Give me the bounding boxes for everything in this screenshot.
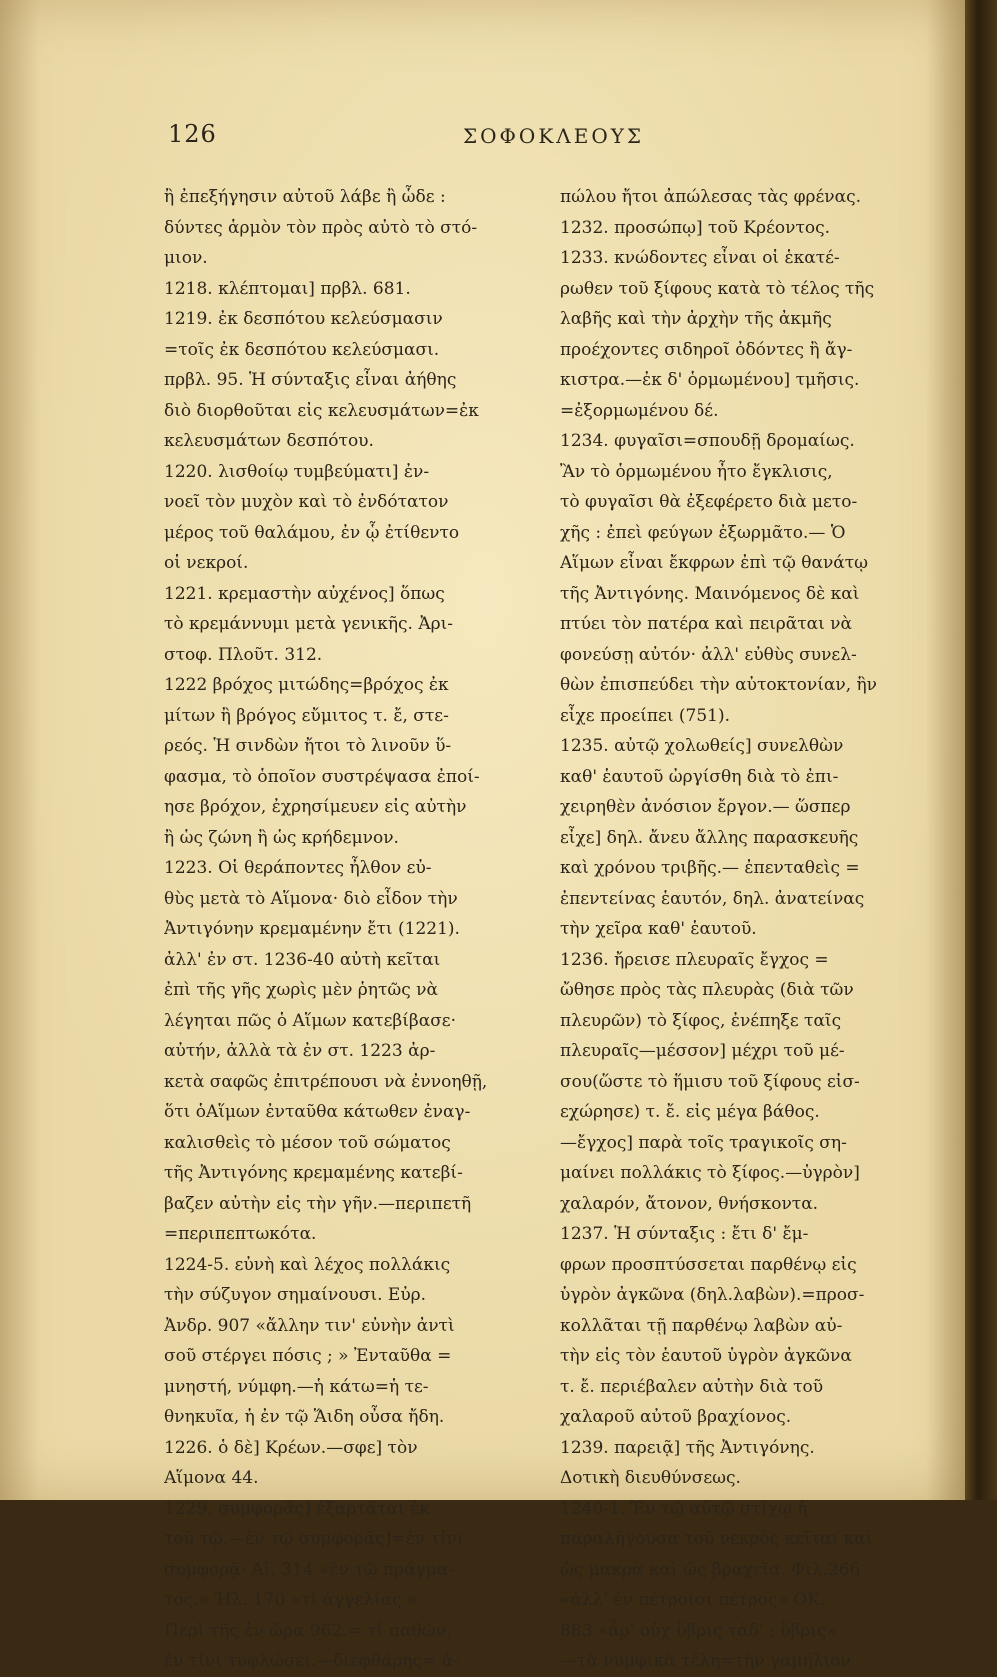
text-line: πτύει τὸν πατέρα καὶ πειρᾶται νὰ xyxy=(560,614,852,634)
right-column xyxy=(560,182,912,1677)
text-line: ἐν τίνι τυφλώσει.—διεφθάρης= ἀ- xyxy=(164,1651,459,1671)
text-line: χαλαροῦ αὐτοῦ βραχίονος. xyxy=(560,1407,792,1427)
text-line: πλευραῖς—μέσσον] μέχρι τοῦ μέ- xyxy=(560,1041,845,1061)
page-number: 126 xyxy=(168,120,217,148)
text-line: =τοῖς ἐκ δεσπότου κελεύσμασι. xyxy=(164,339,440,360)
text-line: 1219. ἐκ δεσπότου κελεύσμασιν xyxy=(164,309,443,329)
book-binding-edge xyxy=(965,0,997,1500)
text-line: 1239. παρειᾷ] τῆς Ἀντιγόνης. xyxy=(560,1437,815,1458)
text-line: τῆς Ἀντιγόνης. Μαινόμενος δὲ καὶ xyxy=(560,583,860,604)
text-line: φονεύσῃ αὐτόν· ἀλλ' εὐθὺς συνελ- xyxy=(560,644,857,665)
text-line: πλευρῶν) τὸ ξίφος, ἐνέπηξε ταῖς xyxy=(560,1010,842,1031)
text-line: =περιπεπτωκότα. xyxy=(164,1224,317,1244)
text-line: τοῦ τῷ.—ἐν τῷ συμφορᾶς]=ἐν τίνι xyxy=(164,1529,464,1549)
text-line: χῆς : ἐπεὶ φεύγων ἐξωρμᾶτο.— Ὁ xyxy=(560,522,846,543)
text-line: τ. ἔ. περιέβαλεν αὐτὴν διὰ τοῦ xyxy=(560,1376,824,1397)
text-line: ρεός. Ἡ σινδὼν ἤτοι τὸ λινοῦν ὕ- xyxy=(164,736,452,756)
text-line: χειρηθὲν ἀνόσιον ἔργον.— ὥσπερ xyxy=(560,797,851,817)
text-line: Περὶ τῆς ἐν ὥρα 962.= τί παθών. xyxy=(164,1620,452,1641)
text-line: τὸ φυγαῖσι θὰ ἐξεφέρετο διὰ μετο- xyxy=(560,492,858,512)
text-line: 1223. Οἱ θεράποντες ἦλθον εὐ- xyxy=(164,858,432,878)
text-line: λαβῆς καὶ τὴν ἀρχὴν τῆς ἀκμῆς xyxy=(560,309,832,329)
text-line: μέρος τοῦ θαλάμου, ἐν ᾧ ἐτίθεντο xyxy=(164,522,460,543)
text-line: λέγηται πῶς ὁ Αἵμων κατεβίβασε· xyxy=(164,1010,457,1031)
text-line: Ἀνδρ. 907 «ἄλλην τιν' εὐνὴν ἀντὶ xyxy=(164,1315,455,1336)
text-line: σοῦ στέργει πόσις ; » Ἐνταῦθα = xyxy=(164,1346,452,1366)
text-line: μιον. xyxy=(164,248,208,268)
text-line: ἀλλ' ἐν στ. 1236-40 αὐτὴ κεῖται xyxy=(164,949,441,970)
page-header xyxy=(168,120,928,160)
text-line: Ἂν τὸ ὁρμωμένου ἦτο ἔγκλισις, xyxy=(560,461,833,482)
text-line: μνηστή, νύμφη.—ἡ κάτω=ἡ τε- xyxy=(164,1376,429,1397)
text-line: τος.» Ἠλ. 170 «τί ἀγγελίας » xyxy=(164,1590,418,1610)
text-line: βαζεν αὐτὴν εἰς τὴν γῆν.—περιπετῆ xyxy=(164,1193,472,1214)
text-line: Αἵμονα 44. xyxy=(164,1468,259,1488)
text-line: σου(ὥστε τὸ ἥμισυ τοῦ ξίφους εἰσ- xyxy=(560,1071,860,1092)
text-line: ρωθεν τοῦ ξίφους κατὰ τὸ τέλος τῆς xyxy=(560,278,875,299)
text-line: ἐπεντείνας ἑαυτόν, δηλ. ἀνατείνας xyxy=(560,888,865,909)
text-line: Αἵμων εἶναι ἔκφρων ἐπὶ τῷ θανάτῳ xyxy=(560,553,869,573)
text-line: Δοτικὴ διευθύνσεως. xyxy=(560,1468,741,1488)
text-line: μαίνει πολλάκις τὸ ξίφος.—ὑγρὸν] xyxy=(560,1163,860,1183)
text-line: 1232. προσώπῳ] τοῦ Κρέοντος. xyxy=(560,217,831,238)
text-line: δύντες ἁρμὸν τὸν πρὸς αὐτὸ τὸ στό- xyxy=(164,217,478,238)
text-line: ὤθησε πρὸς τὰς πλευρὰς (διὰ τῶν xyxy=(560,980,854,1000)
text-line: τὴν χεῖρα καθ' ἑαυτοῦ. xyxy=(560,919,757,939)
text-line: —τὰ νυμφικὰ τέλη=τὴν γαμήλιον xyxy=(560,1651,851,1671)
text-line: νοεῖ τὸν μυχὸν καὶ τὸ ἐνδότατον xyxy=(164,492,449,512)
text-line: παραλήγουσα τοῦ νεκρὸς κεῖται καὶ xyxy=(560,1529,873,1549)
text-line: ὅτι ὁΑἵμων ἐνταῦθα κάτωθεν ἐναγ- xyxy=(164,1102,471,1122)
text-line: τὴν σύζυγον σημαίνουσι. Εὐρ. xyxy=(164,1285,427,1305)
text-line: τὸ κρεμάννυμι μετὰ γενικῆς. Ἀρι- xyxy=(164,614,454,634)
text-line: 1234. φυγαῖσι=σπουδῇ δρομαίως. xyxy=(560,431,855,451)
text-line: καθ' ἑαυτοῦ ὠργίσθη διὰ τὸ ἐπι- xyxy=(560,766,839,787)
text-line: κιστρα.—ἐκ δ' ὁρμωμένου] τμῆσις. xyxy=(560,370,860,390)
text-line: χαλαρόν, ἄτονον, θνήσκοντα. xyxy=(560,1193,819,1214)
text-line: «ἀλλ' ἐν πέτροισι πέτρος» ΟΚ. xyxy=(560,1590,826,1610)
text-line: ὑγρὸν ἀγκῶνα (δηλ.λαβὼν).=προσ- xyxy=(560,1285,865,1305)
text-line: φρων προσπτύσσεται παρθένῳ εἰς xyxy=(560,1254,857,1275)
text-line: =ἐξορμωμένου δέ. xyxy=(560,400,719,421)
text-line: κελευσμάτων δεσπότου. xyxy=(164,431,374,451)
text-line: διὸ διορθοῦται εἰς κελευσμάτων=ἐκ xyxy=(164,400,479,421)
text-line: καλισθεὶς τὸ μέσον τοῦ σώματος xyxy=(164,1132,451,1153)
text-line: τῆς Ἀντιγόνης κρεμαμένης κατεβί- xyxy=(164,1163,463,1183)
text-line: αὐτήν, ἀλλὰ τὰ ἐν στ. 1223 ἀρ- xyxy=(164,1041,436,1061)
text-line: θὼν ἐπισπεύδει τὴν αὐτοκτονίαν, ἣν xyxy=(560,675,878,695)
text-line: προέχοντες σιδηροῖ ὀδόντες ἢ ἄγ- xyxy=(560,339,853,360)
text-line: 1229. συμφορᾶς] ἐξαρτᾶται ἐκ xyxy=(164,1498,430,1519)
left-column xyxy=(164,182,529,1677)
text-line: 1221. κρεμαστὴν αὐχένος] ὅπως xyxy=(164,583,445,604)
text-line: ησε βρόχον, ἐχρησίμευεν εἰς αὐτὴν xyxy=(164,797,467,817)
text-line: καὶ χρόνου τριβῆς.— ἐπενταθεὶς = xyxy=(560,858,860,878)
text-line: 1220. λισθοίῳ τυμβεύματι] ἐν- xyxy=(164,461,430,482)
text-line: 1233. κνώδοντες εἶναι οἱ ἑκατέ- xyxy=(560,248,840,268)
text-line: 1235. αὐτῷ χολωθείς] συνελθὼν xyxy=(560,736,844,756)
text-line: πρβλ. 95. Ἡ σύνταξις εἶναι ἀήθης xyxy=(164,370,457,390)
text-line: ἢ ἐπεξήγησιν αὐτοῦ λάβε ἢ ὧδε : xyxy=(164,187,446,207)
text-line: θνηκυῖα, ἡ ἐν τῷ Ἅιδη οὖσα ἤδη. xyxy=(164,1407,445,1427)
text-line: 1222 βρόχος μιτώδης=βρόχος ἐκ xyxy=(164,675,449,695)
text-line: εχώρησε) τ. ἔ. εἰς μέγα βάθος. xyxy=(560,1102,820,1122)
text-line: φασμα, τὸ ὁποῖον συστρέψασα ἐποί- xyxy=(164,766,480,787)
running-title: ΣΟΦΟΚΛΕΟΥΣ xyxy=(463,124,645,148)
text-line: οἱ νεκροί. xyxy=(164,553,249,573)
text-line: κετὰ σαφῶς ἐπιτρέπουσι νὰ ἐννοηθῇ, xyxy=(164,1071,488,1092)
text-line: 1226. ὁ δὲ] Κρέων.—σφε] τὸν xyxy=(164,1437,418,1458)
text-line: 1224-5. εὐνὴ καὶ λέχος πολλάκις xyxy=(164,1254,451,1275)
text-line: τὴν εἰς τὸν ἑαυτοῦ ὑγρὸν ἀγκῶνα xyxy=(560,1346,852,1366)
text-line: 1218. κλέπτομαι] πρβλ. 681. xyxy=(164,278,411,299)
text-line: μίτων ἢ βρόγος εὔμιτος τ. ἔ, στε- xyxy=(164,705,449,726)
text-line: ὡς μακρὰ καὶ ὡς βραχεῖα. Φιλ.266 xyxy=(560,1559,861,1580)
text-line: εἶχε προείπει (751). xyxy=(560,705,731,726)
text-line: 1236. ἤρεισε πλευραῖς ἔγχος = xyxy=(560,949,829,970)
text-line: στοφ. Πλοῦτ. 312. xyxy=(164,644,323,665)
text-line: εἶχε] δηλ. ἄνευ ἄλλης παρασκευῆς xyxy=(560,827,859,848)
text-line: κολλᾶται τῇ παρθένῳ λαβὼν αὐ- xyxy=(560,1315,843,1336)
text-line: ἐπὶ τῆς γῆς χωρὶς μὲν ῥητῶς νὰ xyxy=(164,980,438,1000)
text-line: —ἔγχος] παρὰ τοῖς τραγικοῖς ση- xyxy=(560,1132,847,1153)
text-line: ἢ ὡς ζώνη ἢ ὡς κρήδεμνον. xyxy=(164,827,399,848)
text-line: θὺς μετὰ τὸ Αἵμονα· διὸ εἶδον τὴν xyxy=(164,888,458,909)
text-line: 1240-1. Ἐν τῷ αὐτῷ στίχῳ ἡ xyxy=(560,1498,808,1519)
text-line: πώλου ἤτοι ἀπώλεσας τὰς φρένας. xyxy=(560,187,862,207)
text-line: 1237. Ἡ σύνταξις : ἔτι δ' ἔμ- xyxy=(560,1224,809,1244)
text-line: Ἀντιγόνην κρεμαμένην ἔτι (1221). xyxy=(164,919,460,939)
text-line: 883 «ἆρ' οὐχ ὕβρις τάδ' ; ὕβρις» xyxy=(560,1620,837,1641)
text-line: συμφορᾷ· Αἰ. 314 «ἐν τῷ πράγμα- xyxy=(164,1559,455,1580)
